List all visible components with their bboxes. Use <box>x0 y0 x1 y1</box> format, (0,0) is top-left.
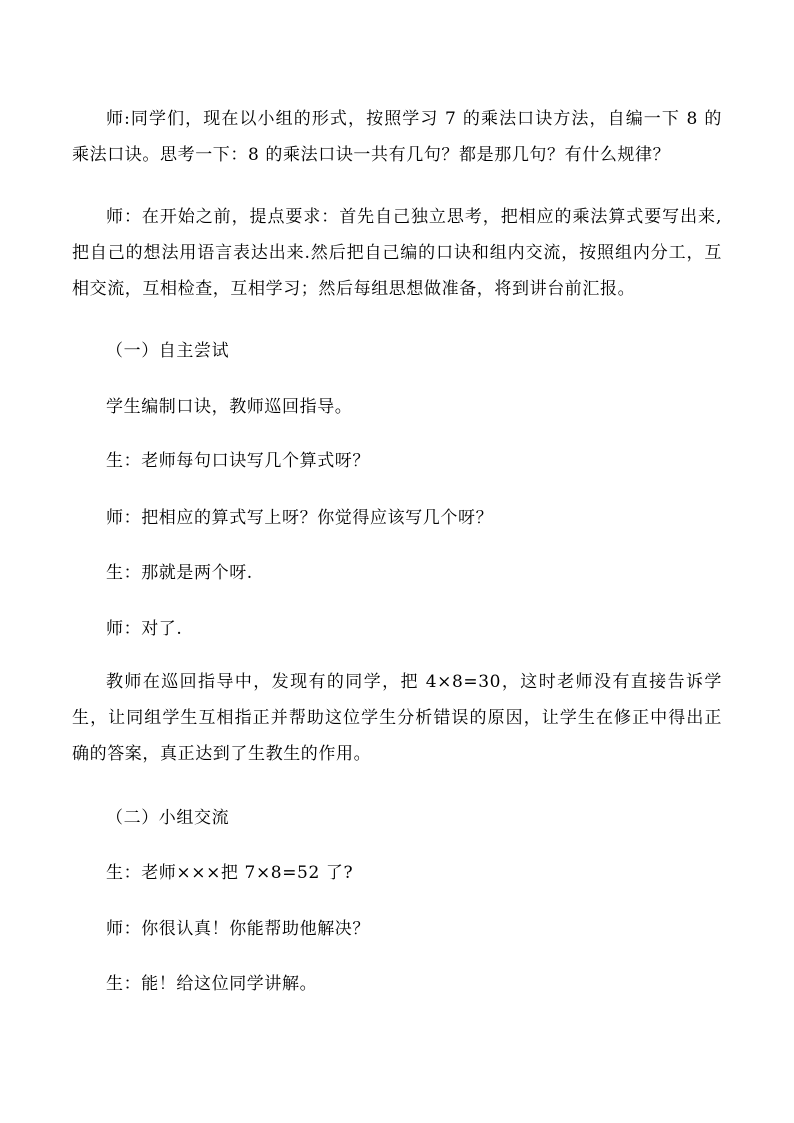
paragraph-student-help: 生：能！给这位同学讲解。 <box>106 974 318 994</box>
paragraph-teacher-answer: 师：把相应的算式写上呀？你觉得应该写几个呀？ <box>106 508 494 528</box>
paragraph-teacher-requirements: 师：在开始之前，提点要求：首先自己独立思考，把相应的乘法算式要写出来,把自己的想法用语言表达出来.然后把自己编的口诀和组内交流，按照组内分工，互相交流，互相检查，互相学习；然后每组思想做准备，将到讲台前汇报。 <box>72 207 722 299</box>
paragraph-student-report: 生：老师×××把 7×8=52 了? <box>106 863 354 883</box>
paragraph-teacher-confirm: 师：对了. <box>106 619 183 639</box>
paragraph-student-question: 生：老师每句口诀写几个算式呀？ <box>106 451 370 471</box>
section-heading-group-exchange: （二）小组交流 <box>106 808 230 828</box>
section-heading-self-try: （一）自主尝试 <box>106 341 230 361</box>
paragraph-teacher-observation: 教师在巡回指导中，发现有的同学，把 4×8=30，这时老师没有直接告诉学生，让同组学生互相指正并帮助这位学生分析错误的原因，让学生在修正中得出正确的答案，真正达到了生教生的作用。 <box>72 672 722 764</box>
paragraph-teacher-intro: 师:同学们，现在以小组的形式，按照学习 7 的乘法口诀方法，自编一下 8 的乘法口诀。思考一下：8 的乘法口诀一共有几句？都是那几句？有什么规律？ <box>72 109 722 165</box>
paragraph-teacher-praise: 师：你很认真！你能帮助他解决？ <box>106 919 370 939</box>
paragraph-students-compile: 学生编制口诀，教师巡回指导。 <box>106 397 353 417</box>
paragraph-student-reply: 生：那就是两个呀. <box>106 563 253 583</box>
